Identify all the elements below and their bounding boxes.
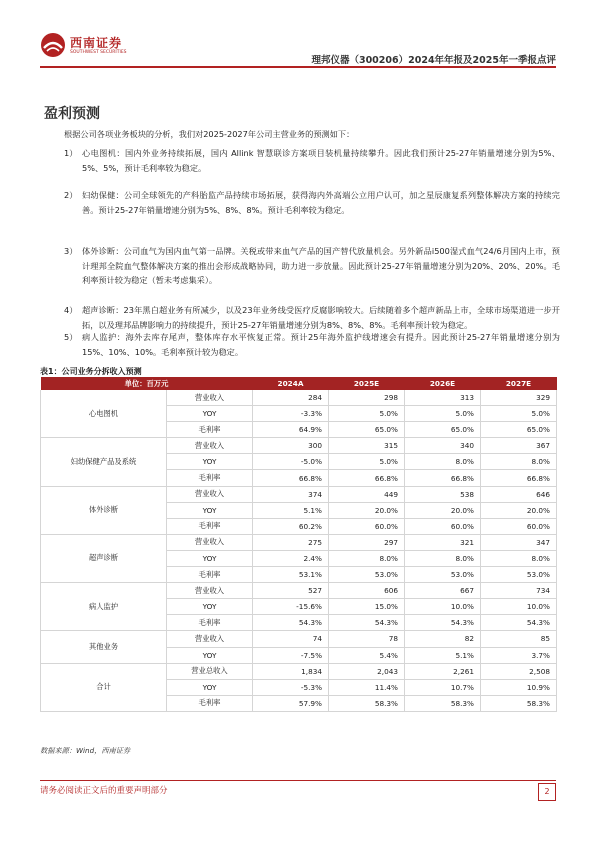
year-header: 2027E: [481, 377, 557, 390]
table-cell: 315: [329, 438, 405, 454]
table-row: [41, 663, 557, 679]
forecast-item: [64, 330, 560, 359]
table-cell: 65.0%: [481, 422, 557, 438]
table-cell: 10.0%: [481, 599, 557, 615]
table-cell: 449: [329, 486, 405, 502]
table-cell: 10.9%: [481, 679, 557, 695]
table-cell: 5.0%: [481, 406, 557, 422]
swsc-logo-icon: [40, 32, 66, 58]
year-header: 2025E: [329, 377, 405, 390]
table-cell: 374: [253, 486, 329, 502]
table-cell: 5.1%: [405, 647, 481, 663]
footer-divider: [40, 780, 556, 781]
unit-header: 单位：百万元: [41, 377, 253, 390]
item-number: 1）: [64, 148, 78, 158]
table-cell: 15.0%: [329, 599, 405, 615]
table-cell: -15.6%: [253, 599, 329, 615]
table-row: [41, 438, 557, 454]
segment-name: 病人监护: [41, 583, 167, 631]
table-cell: 82: [405, 631, 481, 647]
table-cell: 2,043: [329, 663, 405, 679]
table-cell: 53.1%: [253, 567, 329, 583]
item-text: 超声诊断：23年黑白超业务有所减少，以及23年业务线受医疗反腐影响较大。后续随着多个超声新品上市，全球市场渠道进一步开拓，以及理邦品牌影响力的持续提升，预计25-27年销量增速分别为8%、8%、8%。毛利率预计较为稳定。: [82, 305, 560, 330]
company-logo: [40, 32, 150, 64]
table-cell: 347: [481, 534, 557, 550]
table-cell: -3.3%: [253, 406, 329, 422]
table-cell: 65.0%: [405, 422, 481, 438]
table-row: [41, 486, 557, 502]
table-title: 表1：公司业务分拆收入预测: [40, 367, 142, 376]
table-cell: 20.0%: [405, 502, 481, 518]
item-text: 病人监护：海外去库存尾声，整体库存水平恢复正常。预计25年海外监护线增速会有提升。因此预计25-27年销量增速分别为15%、10%、10%。毛利率预计较为稳定。: [82, 332, 560, 357]
segment-name: 心电图机: [41, 390, 167, 438]
metric-label: 毛利率: [167, 695, 253, 711]
table-cell: -5.0%: [253, 454, 329, 470]
item-number: 3）: [64, 246, 78, 256]
table-cell: 85: [481, 631, 557, 647]
table-cell: 2,508: [481, 663, 557, 679]
table-cell: 53.0%: [405, 567, 481, 583]
metric-label: 毛利率: [167, 470, 253, 486]
table-cell: 74: [253, 631, 329, 647]
year-header: 2026E: [405, 377, 481, 390]
table-cell: 60.0%: [481, 518, 557, 534]
metric-label: 营业总收入: [167, 663, 253, 679]
metric-label: YOY: [167, 502, 253, 518]
item-text: 体外诊断：公司血气为国内血气第一品牌。关税或带来血气产品的国产替代放量机会。另外新品i500湿式血气24/6月国内上市，预计理邦全院血气整体解决方案的推出会形成战略协同，助力进一步放量。因此预计25-27年销量增速分别为20%、20%、20%。毛利率预计较为稳定（暂未考虑集采）。: [82, 246, 560, 285]
table-cell: 275: [253, 534, 329, 550]
metric-label: 营业收入: [167, 631, 253, 647]
metric-label: 营业收入: [167, 534, 253, 550]
metric-label: YOY: [167, 679, 253, 695]
metric-label: YOY: [167, 454, 253, 470]
table-cell: -5.3%: [253, 679, 329, 695]
table-cell: 66.8%: [405, 470, 481, 486]
table-cell: 66.8%: [481, 470, 557, 486]
segment-name: 超声诊断: [41, 534, 167, 582]
metric-label: 毛利率: [167, 615, 253, 631]
table-cell: 300: [253, 438, 329, 454]
table-cell: 313: [405, 390, 481, 406]
table-row: [41, 583, 557, 599]
report-title: 理邦仪器（300206）2024年年报及2025年一季报点评: [311, 55, 556, 66]
forecast-item: [64, 244, 560, 288]
item-number: 5）: [64, 332, 78, 342]
table-cell: 298: [329, 390, 405, 406]
table-cell: 606: [329, 583, 405, 599]
metric-label: 毛利率: [167, 567, 253, 583]
table-cell: 2.4%: [253, 550, 329, 566]
metric-label: 毛利率: [167, 422, 253, 438]
metric-label: YOY: [167, 647, 253, 663]
table-cell: 60.0%: [405, 518, 481, 534]
metric-label: 营业收入: [167, 486, 253, 502]
table-cell: 2,261: [405, 663, 481, 679]
table-cell: 646: [481, 486, 557, 502]
table-cell: 8.0%: [481, 454, 557, 470]
table-cell: 65.0%: [329, 422, 405, 438]
table-cell: 58.3%: [329, 695, 405, 711]
segment-name: 体外诊断: [41, 486, 167, 534]
table-cell: 3.7%: [481, 647, 557, 663]
table-cell: 734: [481, 583, 557, 599]
metric-label: YOY: [167, 599, 253, 615]
table-cell: 64.9%: [253, 422, 329, 438]
table-cell: 1,834: [253, 663, 329, 679]
segment-name: 其他业务: [41, 631, 167, 663]
logo-english-name: SOUTHWEST SECURITIES: [70, 50, 127, 55]
table-cell: 5.4%: [329, 647, 405, 663]
table-cell: 8.0%: [481, 550, 557, 566]
header-divider: [40, 66, 556, 68]
metric-label: YOY: [167, 406, 253, 422]
item-number: 2）: [64, 190, 78, 200]
forecast-item: [64, 188, 560, 217]
table-cell: 8.0%: [405, 454, 481, 470]
section-title: 盈利预测: [44, 106, 100, 122]
table-cell: 53.0%: [329, 567, 405, 583]
table-cell: 321: [405, 534, 481, 550]
table-cell: 527: [253, 583, 329, 599]
metric-label: 毛利率: [167, 518, 253, 534]
table-cell: 54.3%: [405, 615, 481, 631]
table-cell: 10.7%: [405, 679, 481, 695]
table-cell: 5.0%: [405, 406, 481, 422]
item-text: 心电图机：国内外业务持续拓展，国内 Allink 智慧联诊方案项目装机量持续攀升。因此我们预计25-27年销量增速分别为5%、5%、5%，预计毛利率较为稳定。: [82, 148, 560, 173]
table-cell: 8.0%: [329, 550, 405, 566]
table-cell: 10.0%: [405, 599, 481, 615]
logo-chinese-name: 西南证券: [70, 36, 123, 50]
disclaimer-note: 请务必阅读正文后的重要声明部分: [40, 786, 168, 796]
table-cell: 58.3%: [405, 695, 481, 711]
table-cell: 284: [253, 390, 329, 406]
table-cell: 8.0%: [405, 550, 481, 566]
table-body: [41, 390, 557, 711]
table-cell: 5.1%: [253, 502, 329, 518]
metric-label: YOY: [167, 550, 253, 566]
table-row: [41, 534, 557, 550]
metric-label: 营业收入: [167, 583, 253, 599]
table-header-row: [41, 377, 557, 390]
table-cell: 60.2%: [253, 518, 329, 534]
table-cell: 57.9%: [253, 695, 329, 711]
table-cell: -7.5%: [253, 647, 329, 663]
table-row: [41, 390, 557, 406]
table-cell: 58.3%: [481, 695, 557, 711]
table-cell: 54.3%: [253, 615, 329, 631]
metric-label: 营业收入: [167, 438, 253, 454]
table-cell: 66.8%: [329, 470, 405, 486]
table-cell: 60.0%: [329, 518, 405, 534]
table-cell: 53.0%: [481, 567, 557, 583]
forecast-item: [64, 303, 560, 332]
segment-name: 合计: [41, 663, 167, 711]
table-row: [41, 631, 557, 647]
table-cell: 54.3%: [481, 615, 557, 631]
table-cell: 297: [329, 534, 405, 550]
revenue-forecast-table: [40, 377, 557, 712]
table-cell: 667: [405, 583, 481, 599]
table-cell: 5.0%: [329, 454, 405, 470]
year-header: 2024A: [253, 377, 329, 390]
table-cell: 5.0%: [329, 406, 405, 422]
table-cell: 11.4%: [329, 679, 405, 695]
table-cell: 78: [329, 631, 405, 647]
table-cell: 538: [405, 486, 481, 502]
segment-name: 妇幼保健产品及系统: [41, 438, 167, 486]
table-cell: 20.0%: [481, 502, 557, 518]
page-number: 2: [538, 783, 556, 801]
table-cell: 329: [481, 390, 557, 406]
table-cell: 20.0%: [329, 502, 405, 518]
forecast-item: [64, 146, 560, 175]
metric-label: 营业收入: [167, 390, 253, 406]
intro-paragraph: 根据公司各项业务板块的分析，我们对2025-2027年公司主营业务的预测如下：: [64, 129, 355, 139]
item-number: 4）: [64, 305, 78, 315]
item-text: 妇幼保健：公司全球领先的产科胎监产品持续市场拓展，获得海内外高端公立用户认可，加之星辰康复系列整体解决方案的持续完善。预计25-27年销量增速分别为5%、8%、8%。预计毛利率较为稳定。: [82, 190, 560, 215]
table-cell: 367: [481, 438, 557, 454]
table-cell: 54.3%: [329, 615, 405, 631]
data-source: 数据来源：Wind，西南证券: [40, 746, 131, 755]
table-cell: 66.8%: [253, 470, 329, 486]
table-cell: 340: [405, 438, 481, 454]
